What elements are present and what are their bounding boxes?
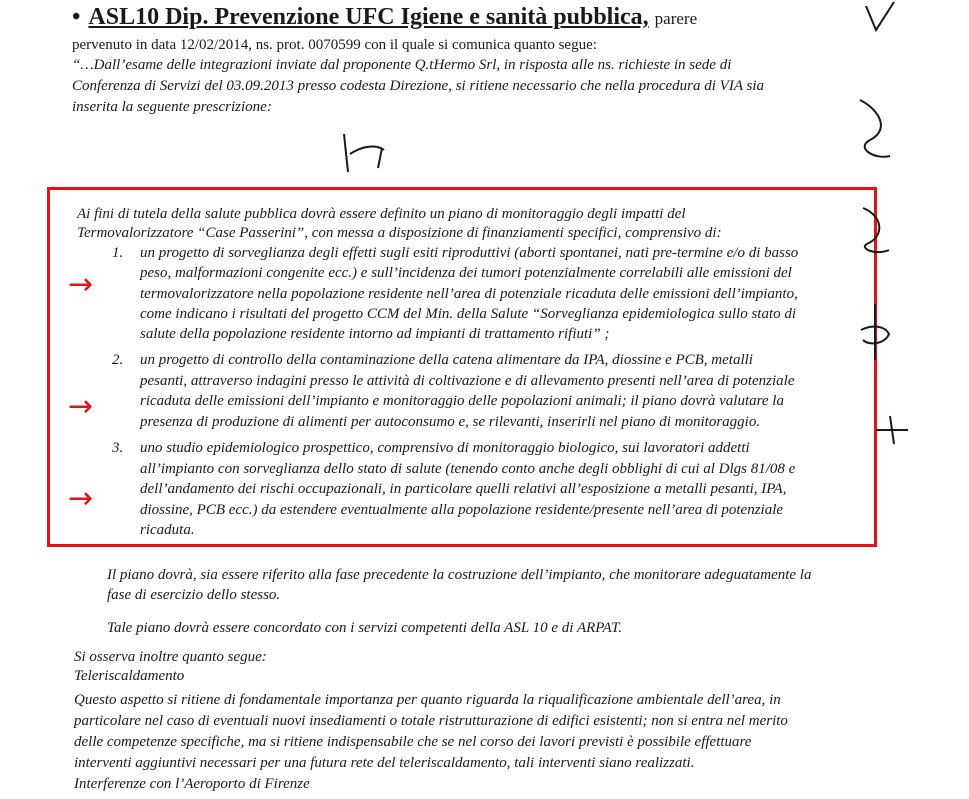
list-number: 1.: [112, 245, 124, 261]
body-line: delle competenze specifiche, ma si ritiene indispensabile che se nel corso dei lavori previsti è possibile effettuare: [74, 734, 752, 750]
list-item-line: termovalorizzatore nella popolazione residente nell’area di potenziale ricaduta delle emissioni dell’impianto,: [140, 286, 798, 302]
handwritten-check: [860, 0, 900, 40]
subheading-aeroporto: Interferenze con l’Aeroporto di Firenze: [74, 776, 310, 792]
heading-trailing-word: parere: [654, 9, 698, 28]
list-item-line: all’impianto con sorveglianza dello stato di salute (tenendo conto anche degli obblighi di cui al Dlgs 81/08 e: [140, 461, 796, 477]
intro-line: inserita la seguente prescrizione:: [72, 99, 272, 115]
list-number: 2.: [112, 352, 124, 368]
red-arrow-icon: →: [68, 267, 94, 302]
list-item-line: come indicano i risultati del progetto CCM del Min. della Salute “Sorveglianza epidemiologica sullo stato di: [140, 306, 797, 322]
red-arrow-icon: →: [68, 481, 94, 516]
handwritten-signature: [855, 200, 895, 260]
list-item-line: dell’andamento dei rischi occupazionali, in particolare quelli relativi all’esposizione a metalli pesanti, IPA,: [140, 481, 787, 497]
section-heading: [72, 4, 697, 31]
intro-line: pervenuto in data 12/02/2014, ns. prot. 0070599 con il quale si comunica quanto segue:: [72, 37, 597, 53]
body-line: Tale piano dovrà essere concordato con i servizi competenti della ASL 10 e di ARPAT.: [107, 620, 623, 636]
list-item-line: un progetto di controllo della contaminazione della catena alimentare da IPA, diossine e PCB, metalli: [140, 352, 753, 368]
list-item-line: ricaduta delle emissioni dell’impianto e monitoraggio delle popolazioni animali; il piano dovrà valutare la: [140, 393, 784, 409]
intro-line: “…Dall’esame delle integrazioni inviate dal proponente Q.tHermo Srl, in risposta alle ns. richieste in sede di: [72, 57, 732, 73]
list-item-line: uno studio epidemiologico prospettico, comprensivo di monitoraggio biologico, sui lavoratori addetti: [140, 440, 750, 456]
list-item-line: presenza di produzione di alimenti per autoconsumo e, se rilevanti, inserirli nel piano di monitoraggio.: [140, 414, 761, 430]
box-intro-line: Termovalorizzatore “Case Passerini”, con messa a disposizione di finanziamenti specifici, comprensivo di:: [77, 225, 722, 241]
body-line: fase di esercizio dello stesso.: [107, 587, 281, 603]
list-item-line: diossine, PCB ecc.) da estendere eventualmente alla popolazione residente/presente nell’area di potenziale: [140, 502, 784, 518]
body-line: Si osserva inoltre quanto segue:: [74, 649, 267, 665]
list-number: 3.: [112, 440, 124, 456]
list-item-line: un progetto di sorveglianza degli effetti sugli esiti riproduttivi (aborti spontanei, nati pre-termine e/o di basso: [140, 245, 799, 261]
list-item-line: pesanti, attraverso indagini presso le attività di coltivazione e di allevamento presenti nell’area di potenziale: [140, 373, 795, 389]
list-item-line: peso, malformazioni congenite ecc.) e sull’incidenza dei tumori potenzialmente correlabili alle emissioni del: [140, 265, 792, 281]
body-line: Questo aspetto si ritiene di fondamentale importanza per quanto riguarda la riqualificazione ambientale dell’area, in: [74, 692, 781, 708]
list-item-line: salute della popolazione residente intorno ad impianti di trattamento rifiuti” ;: [140, 326, 610, 342]
handwritten-signature: [850, 90, 900, 170]
list-item-line: ricaduta.: [140, 522, 195, 538]
body-line: Il piano dovrà, sia essere riferito alla fase precedente la costruzione dell’impianto, che monitorare adeguatamente la: [107, 567, 812, 583]
handwritten-signature: [855, 300, 895, 370]
handwritten-mark: [338, 128, 398, 176]
box-intro-line: Ai fini di tutela della salute pubblica dovrà essere definito un piano di monitoraggio degli impatti del: [77, 206, 686, 222]
body-line: particolare nel caso di eventuali nuovi insediamenti o totale ristrutturazione di edifici esistenti; non si entra nel merito: [74, 713, 788, 729]
intro-line: Conferenza di Servizi del 03.09.2013 presso codesta Direzione, si ritiene necessario che nella procedura di VIA sia: [72, 78, 764, 94]
red-arrow-icon: →: [68, 389, 94, 424]
handwritten-signature: [872, 410, 912, 450]
heading-bullet: •: [72, 4, 81, 30]
body-line: interventi aggiuntivi necessari per una futura rete del teleriscaldamento, tali interventi siano realizzati.: [74, 755, 695, 771]
heading-title: ASL10 Dip. Prevenzione UFC Igiene e sanità pubblica,: [88, 4, 649, 30]
subheading-teleriscaldamento: Teleriscaldamento: [74, 668, 185, 684]
